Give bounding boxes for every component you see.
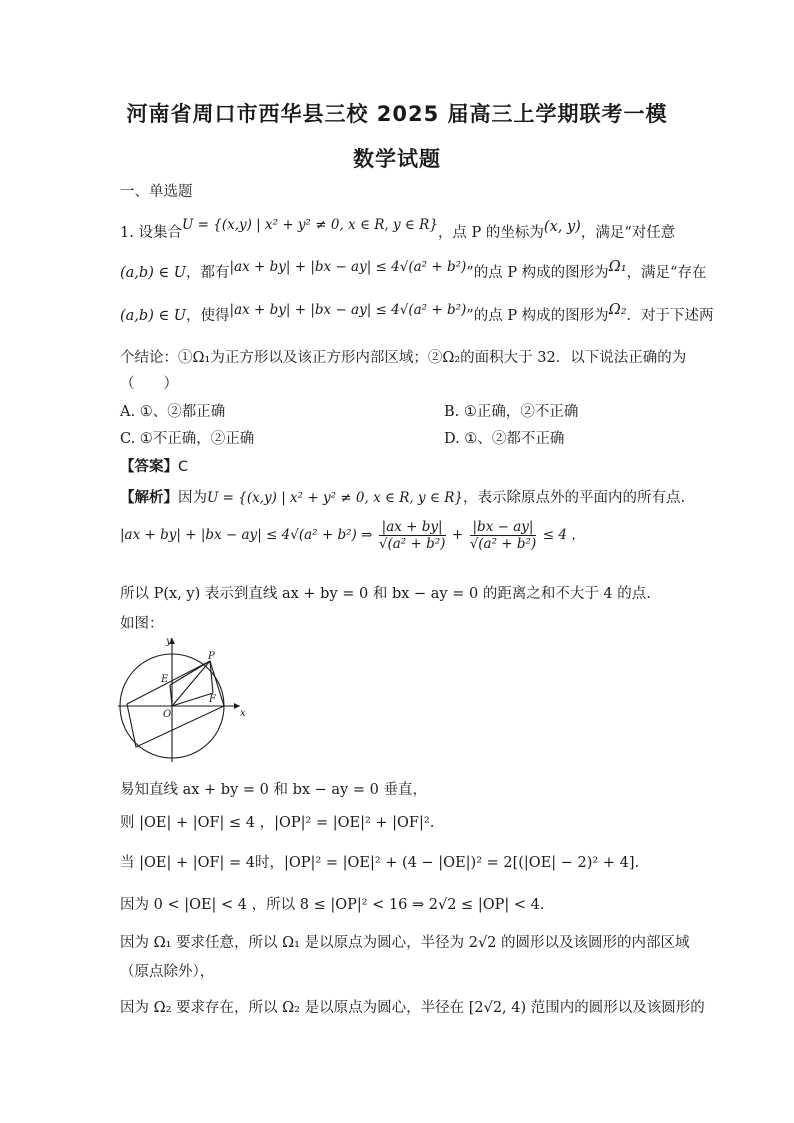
ab-formula: (a,b) ∈ U (120, 265, 187, 281)
fraction-2 (470, 519, 537, 552)
q-text: ”的点 P 构成的图形为 (466, 265, 609, 281)
fraction-2-denominator: √(a² + b²) (469, 536, 537, 552)
q-text: ”的点 P 构成的图形为 (466, 308, 609, 324)
analysis-line-8: 因为 0 < |OE| < 4 ，所以 8 ≤ |OP|² < 16 ⇒ 2√2 ≤ |OP| < 4. (120, 897, 545, 913)
plus-sign: + (451, 527, 464, 543)
analysis-line-5: 易知直线 ax + by = 0 和 bx − ay = 0 垂直， (120, 782, 427, 798)
fraction-1-numerator: |ax + by| (379, 519, 446, 536)
answer-label: 【答案】 (120, 459, 178, 475)
q-text: ，点 P 的坐标为 (437, 225, 544, 241)
point-formula: (x, y) (543, 219, 581, 235)
section-heading: 一、单选题 (120, 184, 193, 200)
question-line-2 (120, 261, 706, 282)
option-a[interactable]: A. ①、②都正确 (120, 404, 226, 420)
a-text: ，表示除原点外的平面内的所有点. (462, 490, 686, 506)
segment-op (172, 661, 210, 706)
set-u-formula: U = {(x,y) | x² + y² ≠ 0, x ∈ R, y ∈ R} (207, 490, 463, 506)
a-text: 因为 (178, 490, 207, 506)
q-text: ，使得 (186, 308, 230, 324)
analysis-line-7: 当 |OE| + |OF| = 4时，|OP|² = |OE|² + (4 − |OE|)² = 2[(|OE| − 2)² + 4]. (120, 855, 640, 871)
question-line-3 (120, 304, 714, 325)
ineq-lhs: |ax + by| + |bx − ay| ≤ 4√(a² + b²) ⇒ (120, 527, 373, 543)
analysis-line-4: 如图： (120, 616, 164, 632)
ineq-rhs: ≤ 4 ， (542, 527, 585, 543)
q-text: ，都有 (186, 265, 230, 281)
q-text: ，满足“对任意 (580, 225, 676, 241)
option-c[interactable]: C. ①不正确，②正确 (120, 431, 255, 447)
question-line-4: 个结论：①Ω₁为正方形以及该正方形内部区域；②Ω₂的面积大于 32．以下说法正确的为 (120, 350, 687, 366)
omega-2-symbol: Ω₂ (608, 302, 627, 318)
option-d[interactable]: D. ①、②都不正确 (444, 431, 565, 447)
ab-formula: (a,b) ∈ U (120, 308, 187, 324)
answer-value: C (178, 459, 189, 475)
label-f: F (209, 694, 216, 705)
label-x: x (240, 708, 246, 719)
inequality-formula: |ax + by| + |bx − ay| ≤ 4√(a² + b²) (229, 259, 467, 275)
analysis-line-2 (120, 519, 585, 552)
analysis-line-10: （原点除外）， (120, 964, 215, 980)
omega-1-symbol: Ω₁ (608, 259, 627, 275)
exam-title: 河南省周口市西华县三校 2025 届高三上学期联考一模 (126, 102, 668, 126)
analysis-line-3: 所以 P(x, y) 表示到直线 ax + by = 0 和 bx − ay = 0 的距离之和不大于 4 的点. (120, 586, 651, 602)
label-o: O (163, 709, 172, 720)
q-text: ，满足“存在 (626, 265, 707, 281)
analysis-line-1 (120, 486, 685, 507)
question-line-5: （ ） (120, 376, 178, 392)
analysis-line-11: 因为 Ω₂ 要求存在，所以 Ω₂ 是以原点为圆心，半径在 [2√2, 4) 范围内的圆形以及该圆形的 (120, 1000, 705, 1016)
fraction-1 (379, 519, 446, 552)
label-e: E (161, 674, 169, 685)
question-line-1 (120, 217, 676, 242)
analysis-line-9: 因为 Ω₁ 要求任意，所以 Ω₁ 是以原点为圆心，半径为 2√2 的圆形以及该圆形的内部区域 (120, 935, 690, 951)
inequality-formula: |ax + by| + |bx − ay| ≤ 4√(a² + b²) (229, 302, 467, 318)
fraction-2-numerator: |bx − ay| (470, 519, 537, 536)
set-u-formula: U = {(x,y) | x² + y² ≠ 0, x ∈ R, y ∈ R} (181, 217, 438, 233)
q-text: 1. 设集合 (120, 225, 182, 241)
option-b[interactable]: B. ①正确，②不正确 (444, 404, 579, 420)
analysis-label: 【解析】 (120, 490, 178, 506)
fraction-1-denominator: √(a² + b²) (378, 536, 446, 552)
exam-subtitle: 数学试题 (353, 147, 441, 171)
label-p: P (208, 651, 215, 662)
answer-line (120, 455, 188, 476)
label-y: y (166, 636, 172, 647)
analysis-line-6: 则 |OE| + |OF| ≤ 4 ，|OP|² = |OE|² + |OF|². (120, 815, 435, 831)
segment-ep (170, 661, 210, 685)
circle-figure (118, 634, 248, 764)
q-text: ．对于下述两 (626, 308, 714, 324)
